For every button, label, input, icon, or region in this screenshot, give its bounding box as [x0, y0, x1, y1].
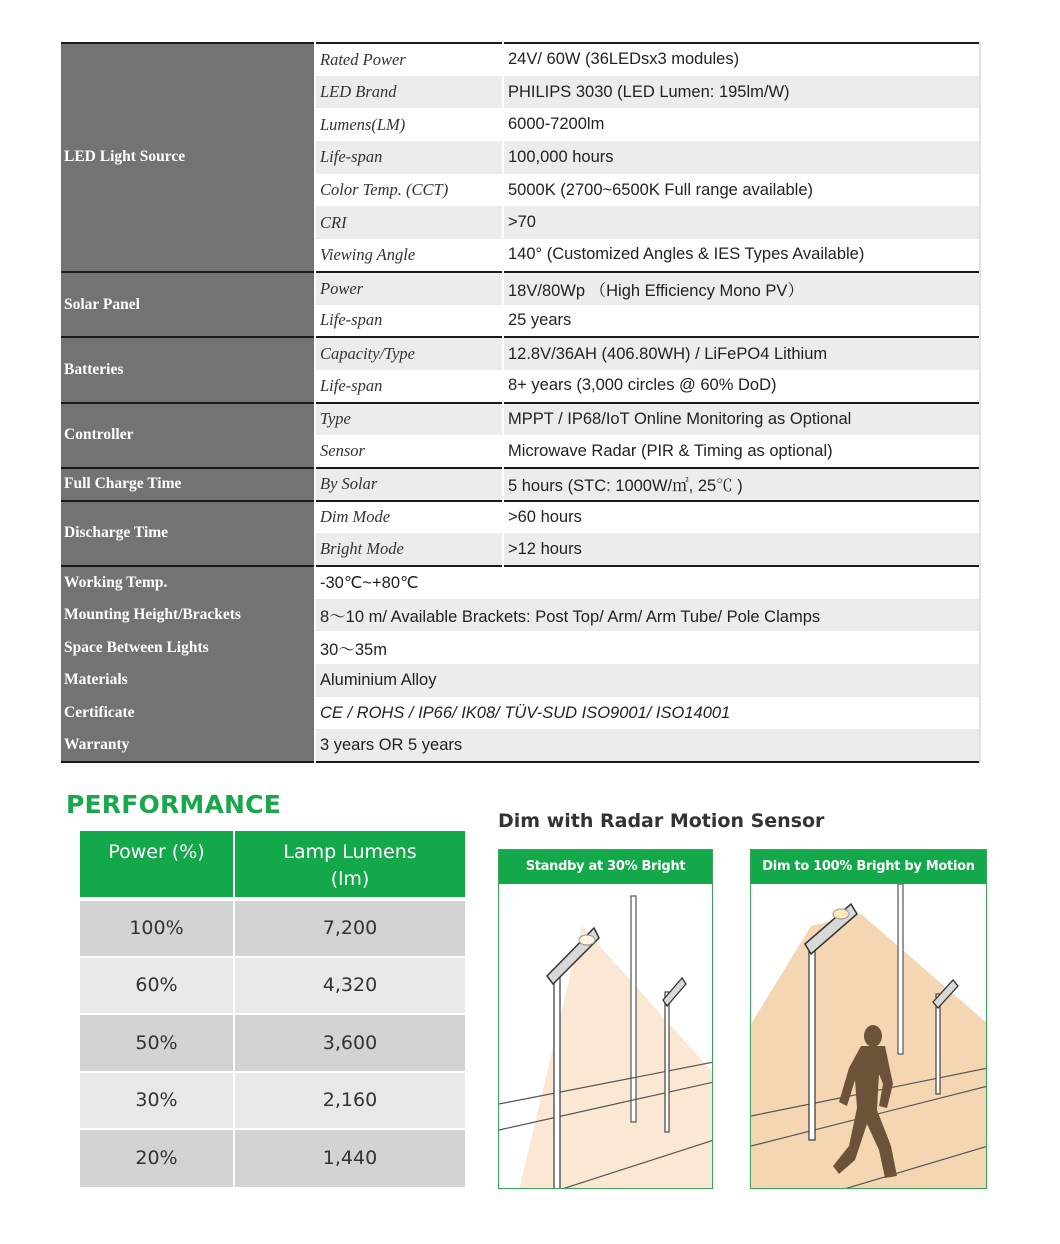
far-pole [665, 992, 669, 1132]
power-header: Power (%) [80, 831, 234, 899]
spec-row [61, 631, 980, 664]
performance-row [80, 1129, 465, 1187]
spec-property: By Solar [315, 468, 503, 501]
spec-property: Power [315, 272, 503, 305]
spec-row [61, 566, 980, 599]
near-lamp-led [579, 935, 595, 945]
spec-category: Full Charge Time [61, 468, 315, 501]
spec-category: Space Between Lights [61, 631, 315, 664]
spec-category: Solar Panel [61, 272, 315, 337]
spec-property: Capacity/Type [315, 337, 503, 370]
spec-value: -30℃~+80℃ [315, 566, 980, 599]
spec-row [61, 43, 980, 76]
spec-value: >60 hours [503, 501, 980, 534]
spec-value: 8～10 m/ Available Brackets: Post Top/ Arm/ Arm Tube/ Pole Clamps [315, 599, 980, 632]
lumens-value: 7,200 [234, 899, 465, 957]
spec-row [61, 272, 980, 305]
spec-row [61, 403, 980, 436]
spec-table [61, 42, 981, 763]
spec-row [61, 501, 980, 534]
lumens-value: 3,600 [234, 1014, 465, 1072]
performance-table [80, 831, 465, 1187]
motion-panel-label: Dim to 100% Bright by Motion [751, 850, 986, 884]
motion-panel [750, 849, 987, 1189]
spec-property: Life-span [315, 370, 503, 403]
performance-table-body [80, 899, 465, 1187]
spec-value: >12 hours [503, 533, 980, 566]
spec-row [61, 337, 980, 370]
spec-row [61, 697, 980, 730]
spec-category: Controller [61, 403, 315, 468]
spec-value: Aluminium Alloy [315, 664, 980, 697]
spec-value: 100,000 hours [503, 141, 980, 174]
spec-value: PHILIPS 3030 (LED Lumen: 195lm/W) [503, 76, 980, 109]
lumens-value: 2,160 [234, 1072, 465, 1130]
spec-property: Life-span [315, 141, 503, 174]
power-value: 50% [80, 1014, 234, 1072]
standby-panel-label: Standby at 30% Bright [499, 850, 712, 884]
spec-category: Certificate [61, 697, 315, 730]
power-value: 100% [80, 899, 234, 957]
spec-value: 25 years [503, 305, 980, 338]
spec-property: Viewing Angle [315, 239, 503, 272]
power-value: 20% [80, 1129, 234, 1187]
spec-value: 12.8V/36AH (406.80WH) / LiFePO4 Lithium [503, 337, 980, 370]
performance-row [80, 957, 465, 1015]
spec-category: Working Temp. [61, 566, 315, 599]
spec-category: Batteries [61, 337, 315, 402]
standby-illustration [499, 884, 713, 1189]
spec-value: 24V/ 60W (36LEDsx3 modules) [503, 43, 980, 76]
spec-category: Warranty [61, 729, 315, 762]
performance-header-row [80, 831, 465, 899]
spec-property: Lumens(LM) [315, 108, 503, 141]
spec-row [61, 468, 980, 501]
spec-row [61, 729, 980, 762]
spec-property: Type [315, 403, 503, 436]
near-pole [809, 944, 815, 1140]
spec-property: LED Brand [315, 76, 503, 109]
spec-value: 140° (Customized Angles & IES Types Available) [503, 239, 980, 272]
spec-row [61, 664, 980, 697]
spec-value: 18V/80Wp （High Efficiency Mono PV） [503, 272, 980, 305]
spec-value: Microwave Radar (PIR & Timing as optional) [503, 435, 980, 468]
background-building-edge [898, 884, 903, 1054]
spec-value: MPPT / IP68/IoT Online Monitoring as Optional [503, 403, 980, 436]
spec-row [61, 599, 980, 632]
spec-category: Mounting Height/Brackets [61, 599, 315, 632]
spec-property: Bright Mode [315, 533, 503, 566]
power-value: 30% [80, 1072, 234, 1130]
far-pole [936, 994, 940, 1094]
power-value: 60% [80, 957, 234, 1015]
spec-category: Discharge Time [61, 501, 315, 566]
spec-property: CRI [315, 206, 503, 239]
spec-property: Life-span [315, 305, 503, 338]
spec-value: 5000K (2700~6500K Full range available) [503, 174, 980, 207]
spec-category: LED Light Source [61, 43, 315, 272]
background-building-edge [631, 896, 636, 1122]
spec-value: 30～35m [315, 631, 980, 664]
near-lamp-led [833, 909, 849, 919]
spec-category: Materials [61, 664, 315, 697]
standby-panel [498, 849, 713, 1189]
spec-property: Dim Mode [315, 501, 503, 534]
spec-value: 3 years OR 5 years [315, 729, 980, 762]
spec-value: 6000-7200lm [503, 108, 980, 141]
performance-row [80, 1072, 465, 1130]
performance-row [80, 899, 465, 957]
spec-value: 8+ years (3,000 circles @ 60% DoD) [503, 370, 980, 403]
spec-value: CE / ROHS / IP66/ IK08/ TÜV-SUD ISO9001/ ISO14001 [315, 697, 980, 730]
lumens-header-text: Lamp Lumens (lm) [283, 841, 417, 890]
spec-property: Rated Power [315, 43, 503, 76]
spec-value: 5 hours (STC: 1000W/㎡, 25℃ ) [503, 468, 980, 501]
spec-property: Color Temp. (CCT) [315, 174, 503, 207]
spec-property: Sensor [315, 435, 503, 468]
spec-table-body [61, 43, 980, 762]
motion-illustration [751, 884, 987, 1189]
near-pole [554, 974, 560, 1189]
lumens-value: 1,440 [234, 1129, 465, 1187]
performance-row [80, 1014, 465, 1072]
lumens-value: 4,320 [234, 957, 465, 1015]
spec-value: >70 [503, 206, 980, 239]
lumens-header [234, 831, 465, 899]
performance-title: PERFORMANCE [66, 790, 282, 819]
dim-section-title: Dim with Radar Motion Sensor [498, 810, 825, 832]
